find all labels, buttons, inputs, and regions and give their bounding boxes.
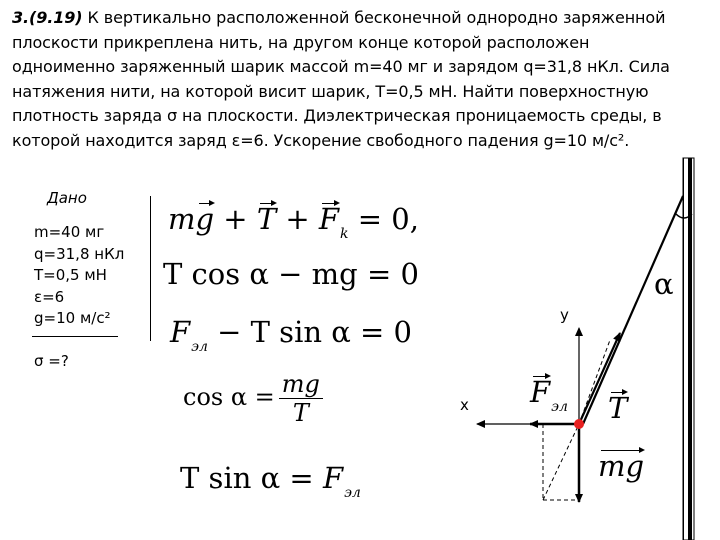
eq3-rest: − T sin α = 0 (207, 315, 413, 349)
dashed-guide-diagonal (543, 424, 579, 500)
gravity-label: mg (598, 449, 645, 483)
eq4-lhs: cos α = (183, 383, 275, 411)
problem-line-6: которой находится заряд ε=6. Ускорение свободного падения g=10 м/с². (12, 130, 630, 150)
find-value: σ =? (34, 352, 69, 370)
eq4-denominator: T (292, 399, 309, 427)
problem-line-1: К вертикально расположенной бесконечной однородно заряженной (87, 8, 666, 27)
problem-line-5: плотность заряда σ на плоскости. Диэлектрическая проницаемость среды, в (12, 106, 662, 125)
eq3-F: F (170, 315, 191, 349)
problem-line-4: натяжения нити, на которой висит шарик, T=0,5 мН. Найти поверхностную (12, 81, 649, 101)
eq1-T-vector: T (256, 202, 277, 236)
given-permittivity: ε=6 (34, 287, 65, 306)
eq1-plus: + (214, 202, 257, 236)
eq1-F-vector: F (318, 202, 340, 236)
eq1-plus-2: + (276, 202, 319, 236)
given-tension: T=0,5 мН (34, 266, 107, 284)
eq5-F-subscript: эл (344, 485, 361, 501)
eq1-F-subscript: k (340, 226, 349, 242)
charged-plane (683, 158, 694, 540)
tension-symbol: T (608, 391, 628, 425)
eq5-F: F (322, 461, 344, 495)
given-gravity: g=10 м/с² (34, 309, 111, 327)
problem-line-2: плоскости прикреплена нить, на другом конце которой расположен (12, 32, 590, 52)
x-axis-label: x (460, 396, 469, 414)
problem-line-3: одноименно заряженный шарик массой m=40 мг и зарядом q=31,8 нКл. Сила (12, 57, 670, 76)
y-axis-label: y (560, 306, 569, 324)
eq5-lhs: T sin α = (180, 461, 323, 495)
tension-label (608, 391, 628, 425)
eq1-g-vector: g (195, 202, 215, 236)
eq4-numerator: mg (279, 372, 323, 399)
charged-ball (574, 419, 584, 429)
eq3-F-subscript: эл (191, 339, 208, 355)
electric-force-label (530, 375, 568, 415)
electric-force-subscript: эл (551, 399, 568, 415)
given-mass: m=40 мг (34, 223, 105, 241)
given-charge: q=31,8 нКл (34, 244, 125, 263)
eq1-m: m (168, 202, 196, 236)
electric-force-symbol: F (530, 375, 551, 409)
angle-label: α (654, 267, 674, 301)
equation-vertical-balance: T cos α − mg = 0 (163, 257, 419, 291)
given-title: Дано (47, 189, 87, 207)
eq1-rest: = 0, (348, 202, 419, 236)
problem-number: 3.(9.19) (12, 8, 83, 27)
thread (583, 196, 683, 424)
